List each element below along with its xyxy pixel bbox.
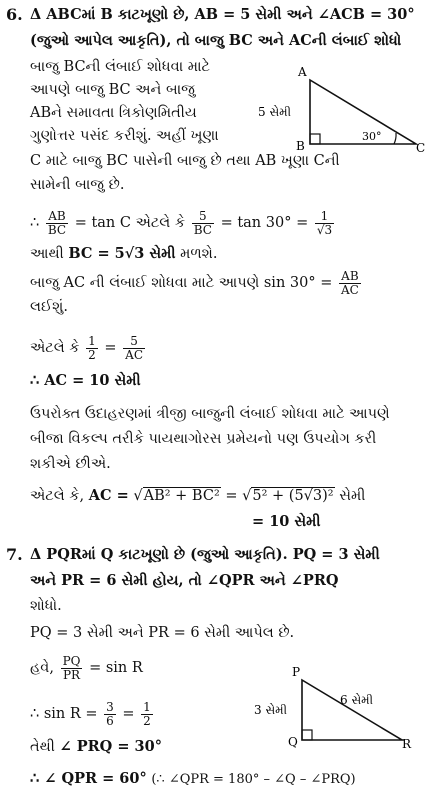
q7-equation-value: [30, 696, 155, 732]
fraction-1-2: [141, 701, 153, 728]
frac-num: 1: [143, 699, 151, 714]
triangle-pqr-figure: [248, 662, 420, 754]
frac-num: 5: [123, 335, 145, 349]
fraction-ab-bc: [46, 210, 68, 237]
q6-para2: [30, 266, 363, 300]
fraction-5-bc: [192, 210, 214, 237]
q6-result-bc: [30, 245, 217, 263]
q7-result-qpr-value: ∴ ∠ QPR = 60°: [30, 770, 147, 787]
vertex-a-label: A: [298, 65, 307, 79]
eq3-ac: AC =: [88, 487, 129, 504]
frac-den: BC: [47, 222, 67, 237]
fraction-1-root3: [315, 210, 334, 237]
q7-number: 7.: [6, 545, 23, 564]
q7-eq2-prefix: ∴ sin R =: [30, 706, 98, 722]
result-suffix: મળશે.: [180, 246, 218, 262]
triangle-abc-figure: [258, 62, 426, 158]
eq2-equals: =: [104, 340, 117, 356]
q6-number: 6.: [6, 5, 23, 24]
q6-para1-line5: C માટે બાજુ BC પાસેની બાજુ છે તથા AB ખૂણા Cની: [30, 153, 340, 169]
sqrt-sign-1: √: [133, 488, 143, 504]
para2-text: બાજુ AC ની લંબાઈ શોધવા માટે આપણે sin 30° =: [30, 275, 333, 291]
fraction-5-ac: [123, 335, 145, 362]
q7-eq2-equals: =: [122, 706, 135, 722]
q7-equation-sinr: [30, 650, 143, 686]
frac-den: 6: [106, 713, 114, 728]
q7-statement-line2: અને PR = 6 સેમી હોય, તો ∠QPR અને ∠PRQ: [30, 572, 339, 589]
q7-statement-line1: Δ PQRમાં Q કાટખૂણો છે (જુઓ આકૃતિ). PQ = 3 સેમી: [30, 546, 380, 563]
q6-equation-tan: [30, 205, 336, 241]
therefore-symbol: ∴: [30, 215, 40, 231]
frac-den: √3: [316, 222, 333, 237]
eq3-prefix: એટલે કે,: [30, 488, 85, 504]
frac-num: 5: [192, 210, 214, 224]
q6-para3-line3: શકીએ છીએ.: [30, 456, 111, 472]
vertex-c-label: C: [416, 141, 426, 155]
q7-result-prefix: તેથી: [30, 739, 55, 755]
q7-eq1-prefix: હવે,: [30, 660, 54, 676]
fraction-pq-pr: [61, 655, 83, 682]
frac-num: AB: [46, 210, 68, 224]
q6-pythagoras-equation: [30, 484, 365, 508]
side-ab-label: 5 સેમી: [258, 105, 292, 119]
q6-equation-sin: [30, 330, 147, 366]
side-pq-label: 3 સેમી: [254, 703, 288, 717]
radicand-2: 5² + (5√3)²: [252, 488, 334, 504]
radicand-1: AB² + BC²: [143, 488, 220, 504]
q6-para1-line1: બાજુ BCની લંબાઈ શોધવા માટે: [30, 59, 210, 75]
q6-statement-line2: (જુઓ આપેલ આકૃતિ), તો બાજુ BC અને ACની લંબાઈ શોધો: [30, 32, 402, 49]
frac-den: AC: [125, 347, 144, 362]
eq-tail-text: = tan 30° =: [220, 215, 309, 231]
q7-result-qpr: [30, 770, 356, 789]
q6-para1-line4: ગુણોત્તર પસંદ કરીશું. અહીં ખૂણા: [30, 128, 219, 144]
eq3-equals: =: [225, 488, 238, 504]
frac-den: 2: [143, 713, 151, 728]
result-prefix: આથી: [30, 246, 64, 262]
q6-para1-line6: સામેની બાજુ છે.: [30, 177, 125, 193]
frac-den: AC: [340, 282, 359, 297]
frac-den: PR: [62, 667, 81, 682]
vertex-r-label: R: [402, 737, 412, 751]
fraction-1-2: [86, 335, 98, 362]
sqrt-sign-2: √: [242, 488, 252, 504]
eq3-unit: સેમી: [339, 488, 366, 504]
q6-para1-line2: આપણે બાજુ BC અને બાજુ: [30, 82, 195, 98]
q6-para3-line1: ઉપરોક્ત ઉદાહરણમાં ત્રીજી બાજુની લંબાઈ શોધવા માટે આપણે: [30, 406, 390, 422]
vertex-q-label: Q: [288, 735, 298, 749]
q7-given: PQ = 3 સેમી અને PR = 6 સેમી આપેલ છે.: [30, 625, 295, 641]
q7-result-prq-value: ∠ PRQ = 30°: [59, 738, 162, 755]
q7-result-qpr-note: (∴ ∠QPR = 180° – ∠Q – ∠PRQ): [151, 772, 356, 787]
q6-para3-line2: બીજા વિકલ્પ તરીકે પાયથાગોરસ પ્રમેયનો પણ ઉપયોગ કરી: [30, 431, 377, 447]
q6-para1-line3: ABને સમાવતા ત્રિકોણમિતીય: [30, 105, 197, 121]
q6-para2-line2: લઈશું.: [30, 299, 68, 315]
q6-pythagoras-result: = 10 સેમી: [252, 513, 321, 530]
frac-den: 2: [88, 347, 96, 362]
result-bc-value: BC = 5√3 સેમી: [68, 245, 176, 262]
frac-den: BC: [193, 222, 212, 237]
q6-result-ac: ∴ AC = 10 સેમી: [30, 372, 141, 389]
vertex-b-label: B: [296, 139, 305, 153]
frac-num: 1: [315, 210, 334, 224]
q7-result-prq: [30, 738, 162, 756]
fraction-ab-ac: [339, 270, 361, 297]
eq2-prefix: એટલે કે: [30, 340, 80, 356]
side-pr-label: 6 સેમી: [340, 693, 374, 707]
frac-num: 1: [88, 333, 96, 348]
q7-eq1-tail: = sin R: [89, 660, 143, 676]
fraction-3-6: [104, 701, 116, 728]
eq-mid-text: = tan C એટલે કે: [74, 215, 186, 231]
vertex-p-label: P: [292, 665, 301, 679]
q6-statement-line1: Δ ABCમાં B કાટખૂણો છે, AB = 5 સેમી અને ∠ACB = 30°: [30, 6, 415, 23]
frac-num: 3: [106, 699, 114, 714]
frac-num: AB: [339, 270, 361, 284]
q7-statement-line3: શોધો.: [30, 598, 62, 614]
angle-c-label: 30°: [362, 130, 382, 143]
frac-num: PQ: [62, 653, 81, 668]
